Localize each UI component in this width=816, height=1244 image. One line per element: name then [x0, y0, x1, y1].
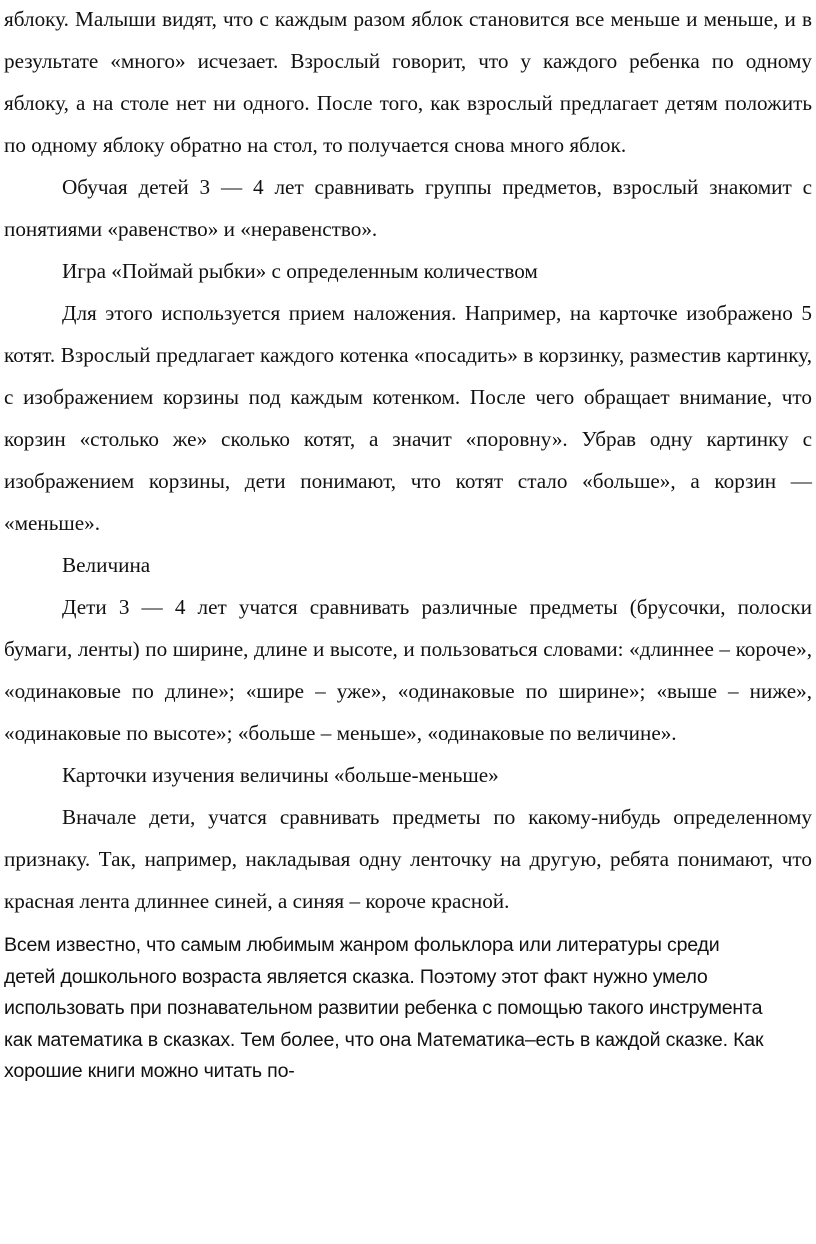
heading-size-cards: Карточки изучения величины «больше-меньше» — [62, 763, 499, 787]
paragraph-overlay-method: Для этого используется прием наложения. Например, на карточке изображено 5 котят. Взрослый предлагает каждого котенка «посадить» в корзинку, разместив картинку, с изображением корзины под каждым котенком. После чего обращает внимание, что корзин «столько же» сколько котят, а значит «поровну». Убрав одну картинку с изображением корзины, дети понимают, что котят стало «больше», а корзин — «меньше». — [4, 301, 812, 535]
paragraph-ribbons: Вначале дети, учатся сравнивать предметы по какому-нибудь определенному признаку. Так, например, накладывая одну ленточку на другую, ребята понимают, что красная лента длиннее синей, а синяя – короче красной. — [4, 805, 812, 913]
paragraph-equality: Обучая детей 3 — 4 лет сравнивать группы предметов, взрослый знакомит с понятиями «равенство» и «неравенство». — [4, 175, 812, 241]
heading-catch-fish-game: Игра «Поймай рыбки» с определенным количеством — [62, 259, 538, 283]
paragraph-fairy-tales: Всем известно, что самым любимым жанром фольклора или литературы среди детей дошкольного возраста является сказка. Поэтому этот факт нужно умело использовать при познавательном развитии ребенка с помощью такого инструмента как математика в сказках. Тем более, что она Математика–есть в каждой сказке. Как хорошие книги можно читать по- — [4, 934, 764, 1083]
paragraph-comparing-objects: Дети 3 — 4 лет учатся сравнивать различные предметы (брусочки, полоски бумаги, ленты) по ширине, длине и высоте, и пользоваться словами: «длиннее – короче», «одинаковые по длине»; «шире – уже», «одинаковые по ширине»; «выше – ниже», «одинаковые по высоте»; «больше – меньше», «одинаковые по величине». — [4, 595, 812, 745]
paragraph-apples: яблоку. Малыши видят, что с каждым разом яблок становится все меньше и меньше, и в результате «много» исчезает. Взрослый говорит, что у каждого ребенка по одному яблоку, а на столе нет ни одного. После того, как взрослый предлагает детям положить по одному яблоку обратно на стол, то получается снова много яблок. — [4, 7, 812, 157]
heading-size: Величина — [62, 553, 151, 577]
